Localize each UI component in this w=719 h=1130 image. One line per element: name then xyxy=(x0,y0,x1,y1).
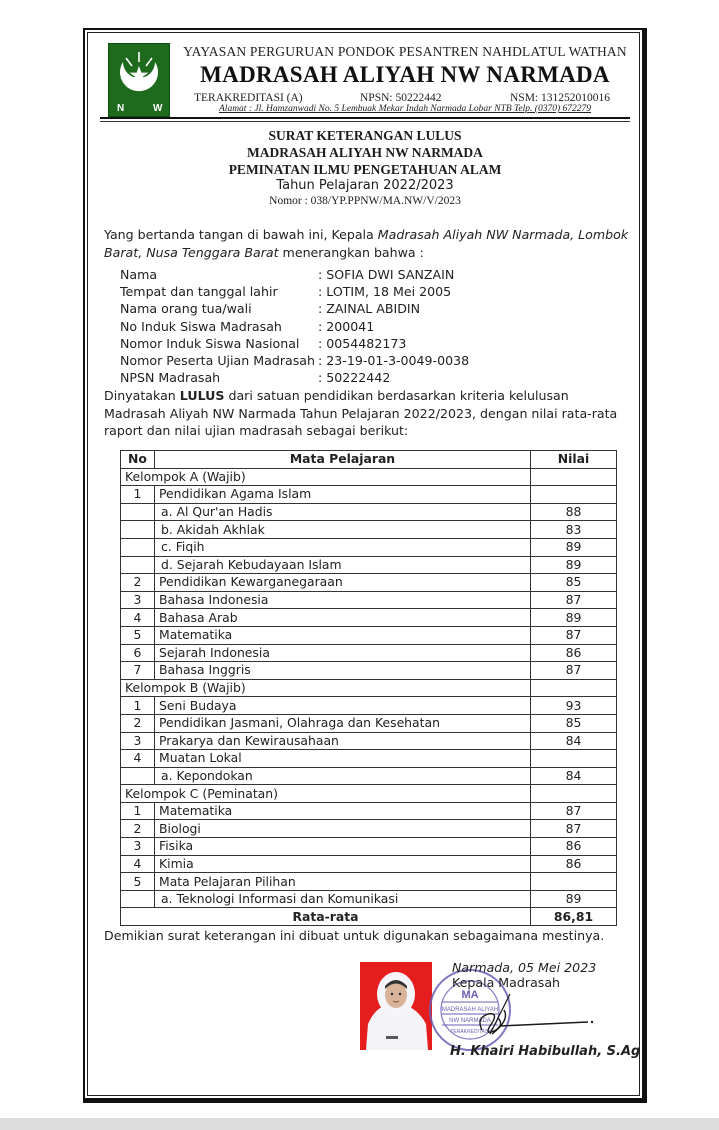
table-row xyxy=(121,732,617,750)
row-number: 3 xyxy=(121,732,155,750)
table-row xyxy=(121,873,617,891)
signature-place-date: Narmada, 05 Mei 2023 xyxy=(452,960,597,975)
group-label: Kelompok B (Wajib) xyxy=(121,679,531,697)
identity-value: : 0054482173 xyxy=(318,335,407,351)
subject-score: 87 xyxy=(531,662,617,680)
subject-name: c. Fiqih xyxy=(155,538,531,556)
subject-score: 85 xyxy=(531,714,617,732)
subject-name: a. Kepondokan xyxy=(155,767,531,785)
statement-text-end: dari satuan pendidikan berdasarkan kriteria kelulusan Madrasah Aliyah NW Narmada Tahun Pelajaran 2022/2023, dengan nilai rata-rata raport dan nilai ujian madrasah sebagai berikut: xyxy=(104,388,618,438)
table-row xyxy=(121,838,617,856)
subject-name: Pendidikan Jasmani, Olahraga dan Kesehatan xyxy=(155,714,531,732)
subject-name: Matematika xyxy=(155,626,531,644)
row-number: 4 xyxy=(121,609,155,627)
table-row xyxy=(121,750,617,768)
subject-name: d. Sejarah Kebudayaan Islam xyxy=(155,556,531,574)
stamp-top: MA xyxy=(461,989,479,1001)
foundation-name: YAYASAN PERGURUAN PONDOK PESANTREN NAHDLATUL WATHAN xyxy=(183,44,627,59)
school-name: MADRASAH ALIYAH NW NARMADA xyxy=(200,62,610,87)
row-number: 2 xyxy=(121,714,155,732)
row-number: 2 xyxy=(121,820,155,838)
subject-name: Sejarah Indonesia xyxy=(155,644,531,662)
table-row xyxy=(121,697,617,715)
row-number: 5 xyxy=(121,626,155,644)
grades-table xyxy=(120,450,617,926)
group-row xyxy=(121,468,617,486)
subject-score xyxy=(531,750,617,768)
stamp-line3: TERAKREDITASI xyxy=(450,1029,490,1035)
subject-name: a. Teknologi Informasi dan Komunikasi xyxy=(155,890,531,908)
identity-label: Nama xyxy=(120,267,158,282)
subject-name: Seni Budaya xyxy=(155,697,531,715)
identity-value: : ZAINAL ABIDIN xyxy=(318,301,421,317)
subject-score xyxy=(531,873,617,891)
table-row xyxy=(121,855,617,873)
document-title: SURAT KETERANGAN LULUS xyxy=(268,128,462,143)
subject-name: Mata Pelajaran Pilihan xyxy=(155,873,531,891)
subject-score: 86 xyxy=(531,644,617,662)
row-number xyxy=(121,521,155,539)
row-number: 1 xyxy=(121,486,155,504)
subject-score: 93 xyxy=(531,697,617,715)
subject-score: 86 xyxy=(531,855,617,873)
subject-score: 88 xyxy=(531,503,617,521)
npsn: NPSN: 50222442 xyxy=(360,92,442,104)
group-row xyxy=(121,785,617,803)
closing-paragraph: Demikian surat keterangan ini dibuat untuk digunakan sebagaimana mestinya. xyxy=(104,928,605,943)
subject-name: Bahasa Indonesia xyxy=(155,591,531,609)
subject-score xyxy=(531,486,617,504)
school-address: Alamat : Jl. Hamzanwadi No. 5 Lembuak Mekar Indah Narmada Lobar NTB Telp. (0370) 672279 xyxy=(219,104,591,114)
subject-score: 86 xyxy=(531,838,617,856)
identity-value: : 200041 xyxy=(318,318,375,334)
subject-score: 87 xyxy=(531,802,617,820)
identity-value: : SOFIA DWI SANZAIN xyxy=(318,267,455,282)
identity-row xyxy=(120,369,469,386)
header-score: Nilai xyxy=(531,451,617,469)
identity-row xyxy=(120,300,469,317)
row-number xyxy=(121,890,155,908)
header-subject: Mata Pelajaran xyxy=(155,451,531,469)
table-row xyxy=(121,802,617,820)
average-label: Rata-rata xyxy=(121,908,531,926)
identity-label: Nomor Induk Siswa Nasional xyxy=(120,335,300,351)
table-row xyxy=(121,574,617,592)
average-row xyxy=(121,908,617,926)
row-number: 2 xyxy=(121,574,155,592)
table-header-row xyxy=(121,451,617,469)
subject-name: Matematika xyxy=(155,802,531,820)
table-row xyxy=(121,767,617,785)
svg-text:N: N xyxy=(117,103,125,114)
subject-name: Kimia xyxy=(155,855,531,873)
row-number xyxy=(121,767,155,785)
subject-name: Fisika xyxy=(155,838,531,856)
table-row xyxy=(121,626,617,644)
table-row xyxy=(121,556,617,574)
subject-name: Biologi xyxy=(155,820,531,838)
intro-paragraph xyxy=(104,226,630,261)
table-row xyxy=(121,538,617,556)
row-number: 7 xyxy=(121,662,155,680)
subject-score: 87 xyxy=(531,591,617,609)
subject-score: 87 xyxy=(531,820,617,838)
signature-block xyxy=(452,960,596,990)
row-number xyxy=(121,556,155,574)
identity-label: Tempat dan tanggal lahir xyxy=(120,284,278,300)
table-row xyxy=(121,714,617,732)
row-number xyxy=(121,538,155,556)
stamp-line1: MADRASAH ALIYAH xyxy=(441,1007,499,1013)
subject-score: 89 xyxy=(531,556,617,574)
subject-name: Pendidikan Kewarganegaraan xyxy=(155,574,531,592)
identity-label: NPSN Madrasah xyxy=(120,370,221,386)
identity-row xyxy=(120,318,469,335)
signature-position: Kepala Madrasah xyxy=(452,975,561,990)
subject-name: b. Akidah Akhlak xyxy=(155,521,531,539)
subject-name: Bahasa Arab xyxy=(155,609,531,627)
subject-name: Muatan Lokal xyxy=(155,750,531,768)
identity-row xyxy=(120,266,469,283)
subject-name: a. Al Qur'an Hadis xyxy=(155,503,531,521)
table-row xyxy=(121,890,617,908)
svg-text:W: W xyxy=(153,103,163,114)
identity-row xyxy=(120,283,469,300)
academic-year: Tahun Pelajaran 2022/2023 xyxy=(276,178,454,193)
nsm: NSM: 131252010016 xyxy=(510,92,610,104)
identity-value: : LOTIM, 18 Mei 2005 xyxy=(318,284,452,300)
table-row xyxy=(121,503,617,521)
stamp-line2: NW NARMADA xyxy=(449,1018,491,1024)
subject-score xyxy=(531,679,617,697)
subject-name: Prakarya dan Kewirausahaan xyxy=(155,732,531,750)
row-number: 4 xyxy=(121,855,155,873)
table-row xyxy=(121,820,617,838)
identity-row xyxy=(120,352,469,369)
subject-score xyxy=(531,785,617,803)
group-label: Kelompok A (Wajib) xyxy=(121,468,531,486)
average-value: 86,81 xyxy=(531,908,617,926)
row-number xyxy=(121,503,155,521)
row-number: 1 xyxy=(121,697,155,715)
table-row xyxy=(121,662,617,680)
group-label: Kelompok C (Peminatan) xyxy=(121,785,531,803)
group-row xyxy=(121,679,617,697)
identity-label: Nama orang tua/wali xyxy=(120,301,252,317)
intro-institution: Madrasah Aliyah NW Narmada, Lombok Barat, Nusa Tenggara Barat xyxy=(104,227,629,260)
accreditation: TERAKREDITASI (A) xyxy=(194,92,303,104)
subject-score: 89 xyxy=(531,609,617,627)
signatory-name: H. Khairi Habibullah, S.Ag xyxy=(450,1044,641,1059)
intro-text: Yang bertanda tangan di bawah ini, Kepala xyxy=(104,227,378,242)
subject-score: 84 xyxy=(531,767,617,785)
subject-name: Bahasa Inggris xyxy=(155,662,531,680)
statement-paragraph xyxy=(104,387,630,440)
subject-score: 89 xyxy=(531,538,617,556)
subject-score: 84 xyxy=(531,732,617,750)
subject-score: 87 xyxy=(531,626,617,644)
row-number: 5 xyxy=(121,873,155,891)
subject-score: 89 xyxy=(531,890,617,908)
row-number: 3 xyxy=(121,838,155,856)
handwritten-signature-icon xyxy=(470,990,600,1050)
identity-value: : 23-19-01-3-0049-0038 xyxy=(318,353,470,369)
identity-row xyxy=(120,335,469,352)
row-number: 1 xyxy=(121,802,155,820)
header-no: No xyxy=(121,451,155,469)
pass-status: LULUS xyxy=(179,388,225,403)
bottom-bar xyxy=(0,1118,719,1130)
subject-score xyxy=(531,468,617,486)
table-row xyxy=(121,486,617,504)
row-number: 4 xyxy=(121,750,155,768)
identity-label: Nomor Peserta Ujian Madrasah xyxy=(120,353,315,369)
row-number: 6 xyxy=(121,644,155,662)
subject-score: 85 xyxy=(531,574,617,592)
subject-name: Pendidikan Agama Islam xyxy=(155,486,531,504)
identity-value: : 50222442 xyxy=(318,370,391,386)
statement-text: Dinyatakan xyxy=(104,388,180,403)
student-identity xyxy=(120,266,469,386)
header-divider-thin xyxy=(100,121,630,122)
document-subtitle: MADRASAH ALIYAH NW NARMADA xyxy=(247,145,483,160)
header-divider xyxy=(100,117,630,119)
intro-text-end: menerangkan bahwa : xyxy=(278,244,424,260)
document-track: PEMINATAN ILMU PENGETAHUAN ALAM xyxy=(228,162,502,177)
identity-label: No Induk Siswa Madrasah xyxy=(120,318,282,334)
grades-body xyxy=(121,468,617,908)
school-logo-icon xyxy=(108,43,170,117)
row-number: 3 xyxy=(121,591,155,609)
student-photo xyxy=(360,962,432,1050)
table-row xyxy=(121,644,617,662)
table-row xyxy=(121,591,617,609)
table-row xyxy=(121,609,617,627)
subject-score: 83 xyxy=(531,521,617,539)
document-number: Nomor : 038/YP.PPNW/MA.NW/V/2023 xyxy=(269,195,461,207)
table-row xyxy=(121,521,617,539)
